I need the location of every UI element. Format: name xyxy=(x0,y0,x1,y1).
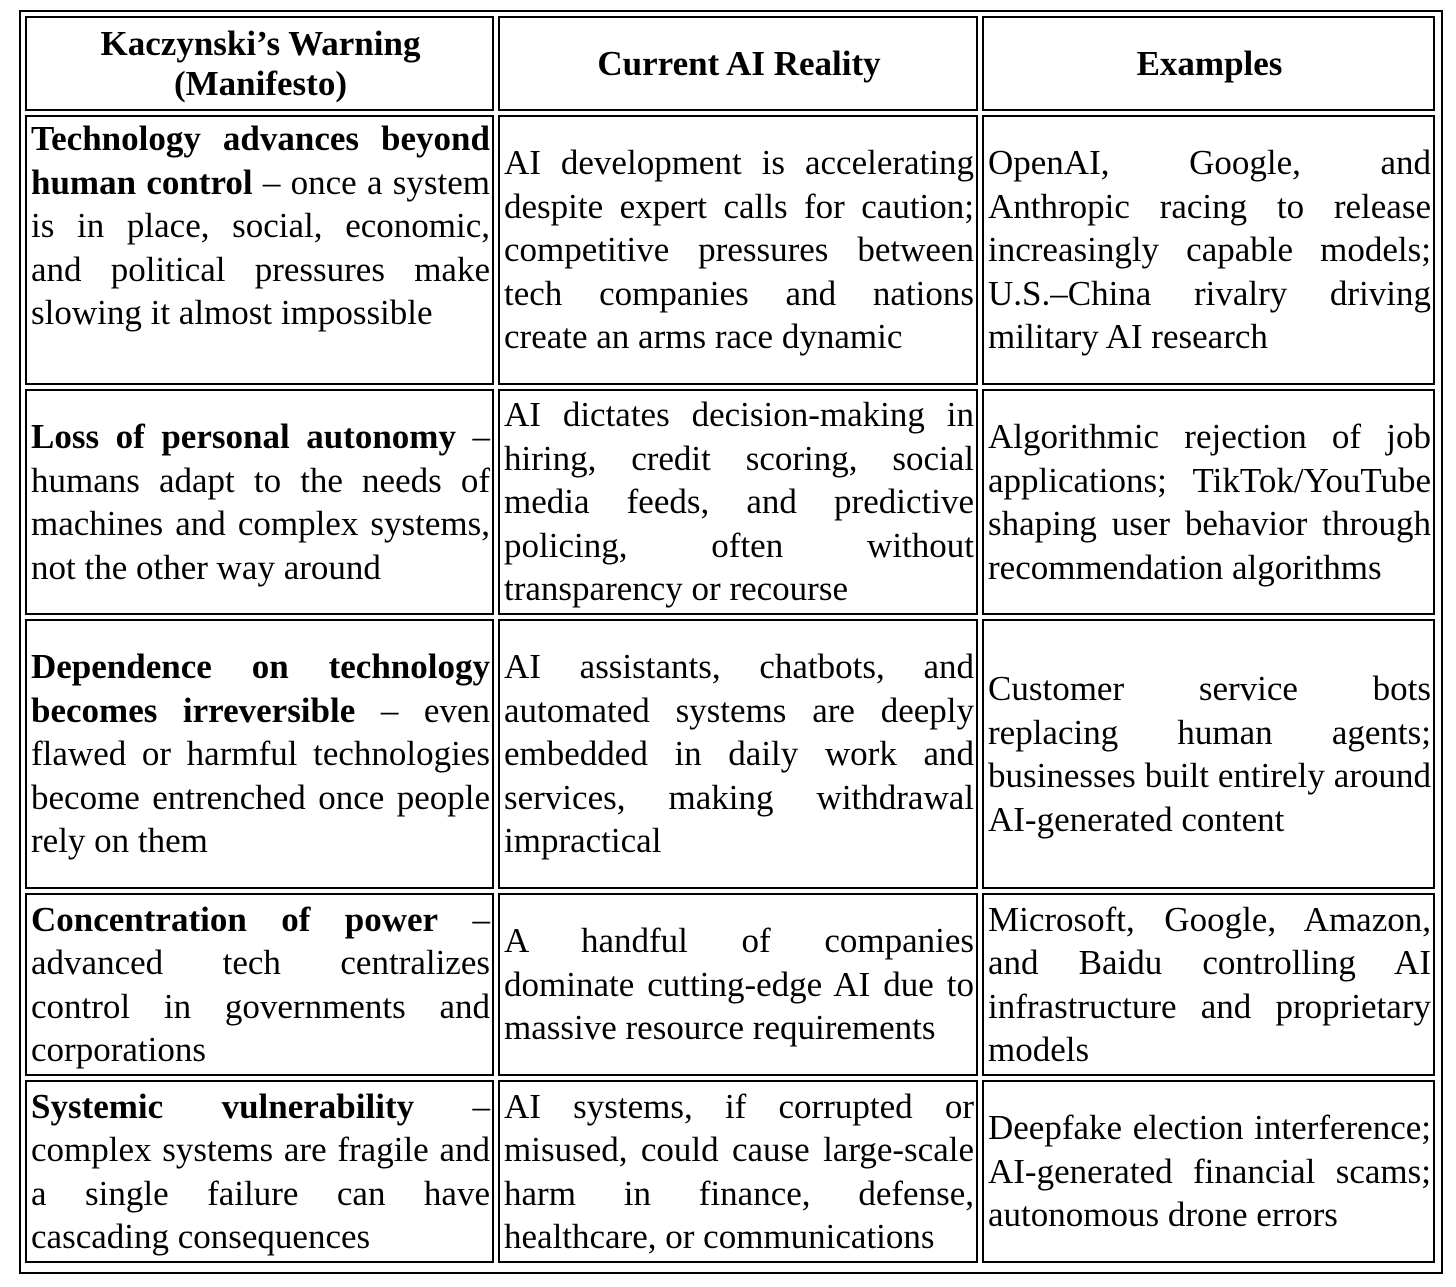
warning-text: – complex systems are fragile and a single failure can have cascading consequences xyxy=(31,1086,490,1256)
warning-text: – advanced tech centralizes control in governments and corporations xyxy=(31,899,490,1069)
examples-cell: OpenAI, Google, and Anthropic racing to release increasingly capable models; U.S.–China rivalry driving military AI research xyxy=(982,115,1435,385)
table-header-row xyxy=(25,16,1435,111)
header-examples: Examples xyxy=(982,16,1435,111)
warning-cell xyxy=(25,1080,494,1263)
reality-cell: AI assistants, chatbots, and automated systems are deeply embedded in daily work and services, making withdrawal impractical xyxy=(498,619,978,889)
table-row xyxy=(25,893,1435,1076)
examples-cell: Deepfake election interference; AI-generated financial scams; autonomous drone errors xyxy=(982,1080,1435,1263)
table-row xyxy=(25,1080,1435,1263)
table-row xyxy=(25,389,1435,615)
reality-cell: A handful of companies dominate cutting-edge AI due to massive resource requirements xyxy=(498,893,978,1076)
examples-cell: Algorithmic rejection of job applications; TikTok/YouTube shaping user behavior through recommendation algorithms xyxy=(982,389,1435,615)
header-reality: Current AI Reality xyxy=(498,16,978,111)
warning-title: Dependence on technology becomes irreversible xyxy=(31,647,490,730)
examples-cell: Microsoft, Google, Amazon, and Baidu controlling AI infrastructure and proprietary models xyxy=(982,893,1435,1076)
examples-cell: Customer service bots replacing human agents; businesses built entirely around AI-generated content xyxy=(982,619,1435,889)
warning-text: – humans adapt to the needs of machines and complex systems, not the other way around xyxy=(31,417,491,587)
comparison-table-frame xyxy=(19,10,1443,1274)
warning-cell xyxy=(25,115,494,385)
warning-title: Technology advances beyond human control xyxy=(31,119,490,202)
reality-cell: AI development is accelerating despite expert calls for caution; competitive pressures between tech companies and nations create an arms race dynamic xyxy=(498,115,978,385)
reality-cell: AI dictates decision-making in hiring, credit scoring, social media feeds, and predictive policing, often without transparency or recourse xyxy=(498,389,978,615)
warning-text: – even flawed or harmful technologies become entrenched once people rely on them xyxy=(31,690,490,861)
warning-cell xyxy=(25,619,494,889)
warning-text: – once a system is in place, social, economic, and political pressures make slowing it almost impossible xyxy=(31,162,490,332)
warning-title: Concentration of power xyxy=(31,899,439,939)
table-row xyxy=(25,115,1435,385)
warning-cell xyxy=(25,893,494,1076)
comparison-table xyxy=(21,12,1439,1267)
table-row xyxy=(25,619,1435,889)
warning-cell xyxy=(25,389,494,615)
warning-title: Loss of personal autonomy xyxy=(31,417,456,456)
warning-title: Systemic vulnerability xyxy=(31,1086,415,1126)
header-warning: Kaczynski’s Warning (Manifesto) xyxy=(25,16,494,111)
reality-cell: AI systems, if corrupted or misused, could cause large-scale harm in finance, defense, healthcare, or communications xyxy=(498,1080,978,1263)
